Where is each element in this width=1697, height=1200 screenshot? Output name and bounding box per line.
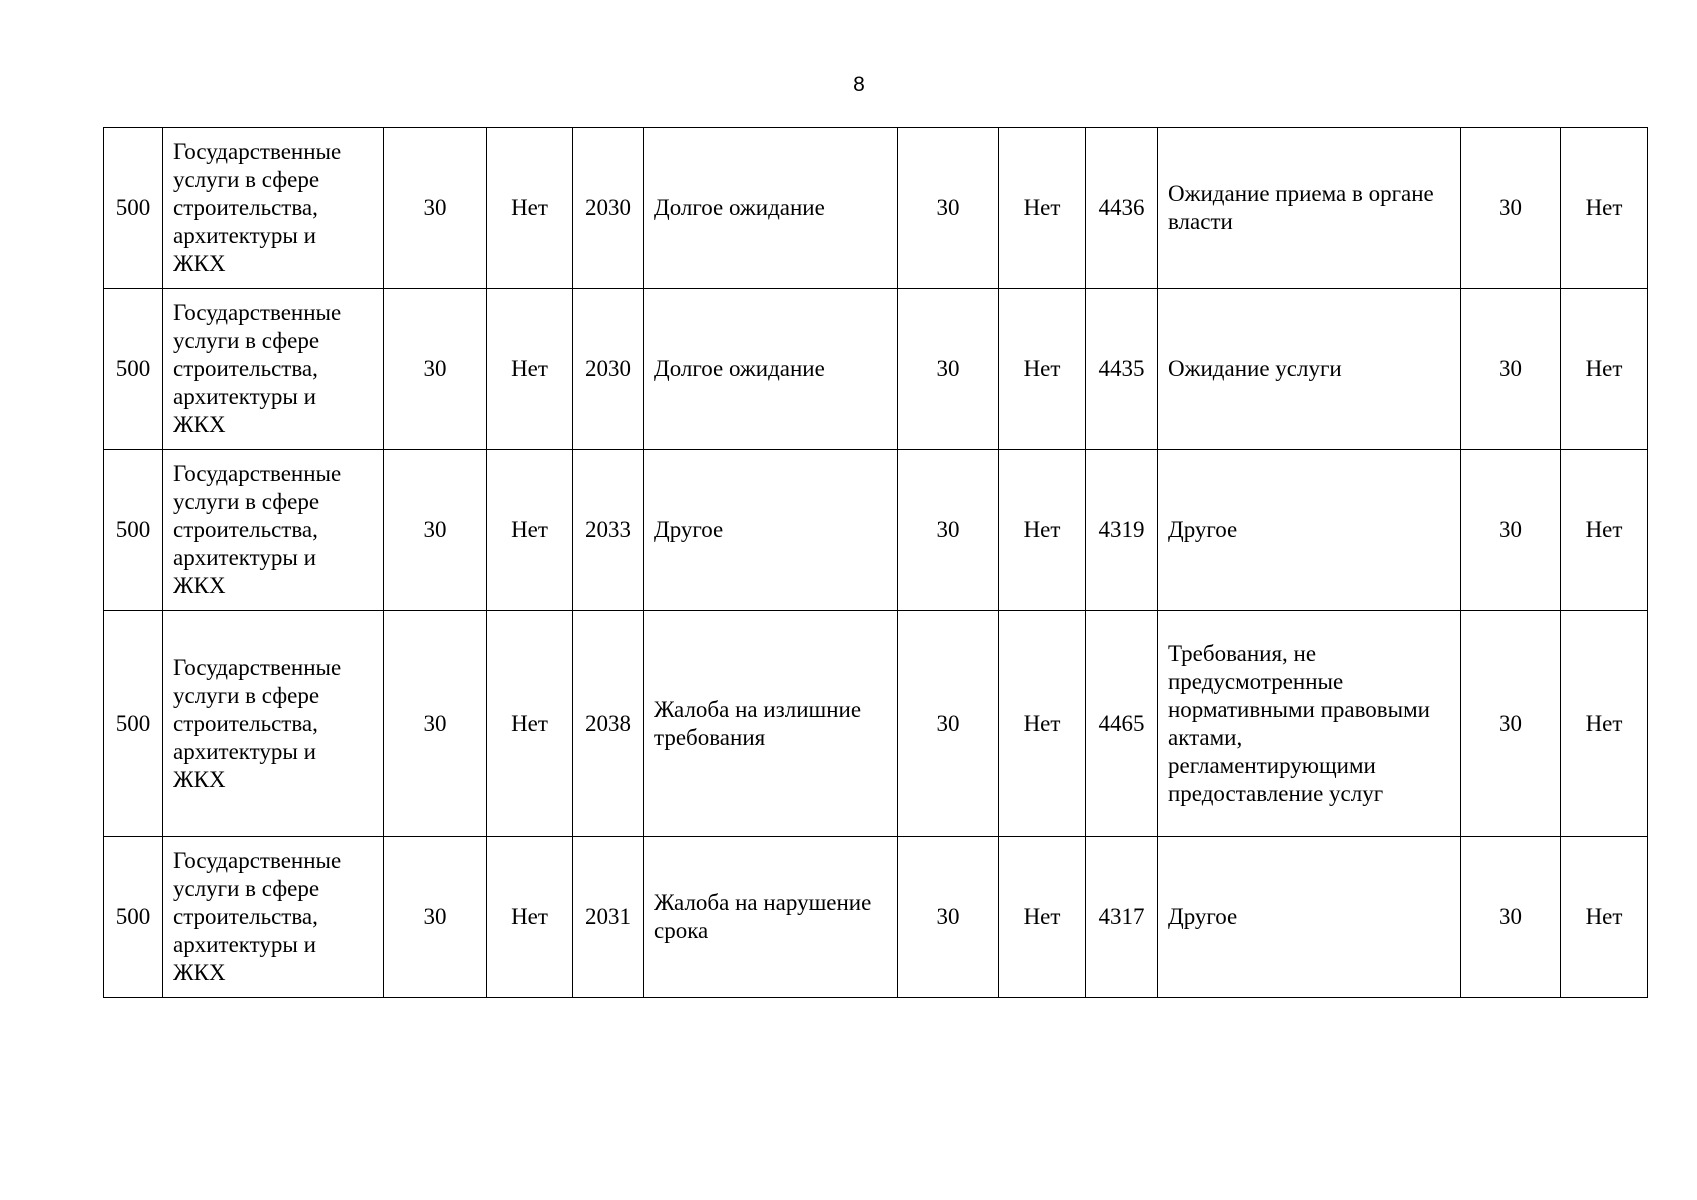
subtopic-days-cell: 30 xyxy=(1461,450,1561,611)
service-flag-cell: Нет xyxy=(487,611,573,837)
service-days-cell: 30 xyxy=(384,611,487,837)
topic-code-cell: 2038 xyxy=(573,611,644,837)
table-row xyxy=(104,128,1648,289)
service-code-cell: 500 xyxy=(104,128,163,289)
subtopic-name-cell: Другое xyxy=(1158,837,1461,998)
service-days-cell: 30 xyxy=(384,128,487,289)
service-days-cell: 30 xyxy=(384,450,487,611)
subtopic-name-cell: Другое xyxy=(1158,450,1461,611)
subtopic-days-cell: 30 xyxy=(1461,128,1561,289)
service-code-cell: 500 xyxy=(104,289,163,450)
table-row xyxy=(104,611,1648,837)
topic-name-cell: Долгое ожидание xyxy=(644,289,898,450)
topic-name-cell: Жалоба на излишние требования xyxy=(644,611,898,837)
topic-code-cell: 2030 xyxy=(573,289,644,450)
topic-flag-cell: Нет xyxy=(999,611,1086,837)
registry-table xyxy=(103,127,1648,998)
topic-flag-cell: Нет xyxy=(999,128,1086,289)
topic-days-cell: 30 xyxy=(898,450,999,611)
service-days-cell: 30 xyxy=(384,289,487,450)
subtopic-days-cell: 30 xyxy=(1461,289,1561,450)
service-code-cell: 500 xyxy=(104,611,163,837)
service-flag-cell: Нет xyxy=(487,837,573,998)
subtopic-code-cell: 4319 xyxy=(1086,450,1158,611)
topic-flag-cell: Нет xyxy=(999,450,1086,611)
subtopic-name-cell: Требования, не предусмотренные нормативными правовыми актами, регламентирующими предоставление услуг xyxy=(1158,611,1461,837)
subtopic-flag-cell: Нет xyxy=(1561,289,1648,450)
table-row xyxy=(104,450,1648,611)
subtopic-code-cell: 4435 xyxy=(1086,289,1158,450)
topic-code-cell: 2033 xyxy=(573,450,644,611)
service-flag-cell: Нет xyxy=(487,289,573,450)
topic-name-cell: Другое xyxy=(644,450,898,611)
topic-name-cell: Жалоба на нарушение срока xyxy=(644,837,898,998)
table-row xyxy=(104,289,1648,450)
subtopic-name-cell: Ожидание приема в органе власти xyxy=(1158,128,1461,289)
service-flag-cell: Нет xyxy=(487,128,573,289)
topic-days-cell: 30 xyxy=(898,289,999,450)
subtopic-flag-cell: Нет xyxy=(1561,837,1648,998)
topic-flag-cell: Нет xyxy=(999,289,1086,450)
service-code-cell: 500 xyxy=(104,450,163,611)
service-code-cell: 500 xyxy=(104,837,163,998)
topic-days-cell: 30 xyxy=(898,128,999,289)
service-name-cell: Государственные услуги в сфере строительства, архитектуры и ЖКХ xyxy=(163,611,384,837)
table-row xyxy=(104,837,1648,998)
subtopic-flag-cell: Нет xyxy=(1561,128,1648,289)
topic-code-cell: 2030 xyxy=(573,128,644,289)
topic-code-cell: 2031 xyxy=(573,837,644,998)
subtopic-code-cell: 4317 xyxy=(1086,837,1158,998)
page-number: 8 xyxy=(853,73,865,96)
service-name-cell: Государственные услуги в сфере строительства, архитектуры и ЖКХ xyxy=(163,837,384,998)
subtopic-name-cell: Ожидание услуги xyxy=(1158,289,1461,450)
topic-days-cell: 30 xyxy=(898,837,999,998)
service-name-cell: Государственные услуги в сфере строительства, архитектуры и ЖКХ xyxy=(163,450,384,611)
subtopic-code-cell: 4465 xyxy=(1086,611,1158,837)
topic-flag-cell: Нет xyxy=(999,837,1086,998)
subtopic-days-cell: 30 xyxy=(1461,837,1561,998)
subtopic-days-cell: 30 xyxy=(1461,611,1561,837)
service-name-cell: Государственные услуги в сфере строительства, архитектуры и ЖКХ xyxy=(163,289,384,450)
subtopic-flag-cell: Нет xyxy=(1561,450,1648,611)
service-days-cell: 30 xyxy=(384,837,487,998)
service-flag-cell: Нет xyxy=(487,450,573,611)
topic-name-cell: Долгое ожидание xyxy=(644,128,898,289)
topic-days-cell: 30 xyxy=(898,611,999,837)
subtopic-flag-cell: Нет xyxy=(1561,611,1648,837)
service-name-cell: Государственные услуги в сфере строительства, архитектуры и ЖКХ xyxy=(163,128,384,289)
subtopic-code-cell: 4436 xyxy=(1086,128,1158,289)
